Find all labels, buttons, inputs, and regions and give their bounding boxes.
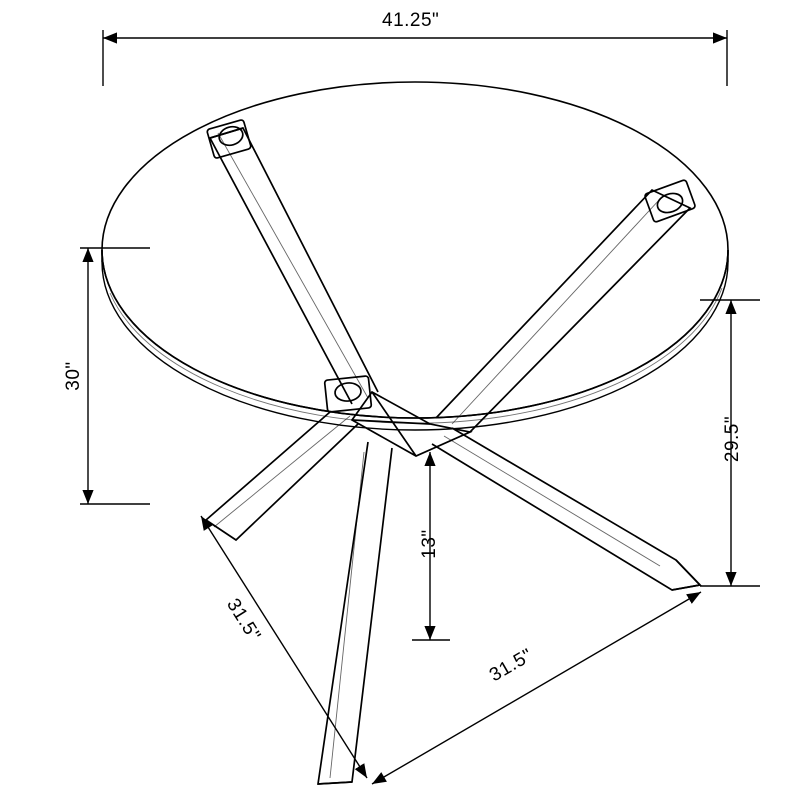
table-base-legs: [206, 119, 700, 784]
dimension-label-base-spread-right: 31.5": [486, 644, 537, 687]
dimension-label-base-spread-left: 31.5": [222, 595, 265, 646]
dimension-base-spread-left: [201, 516, 367, 778]
dimension-label-top-width: 41.25": [382, 10, 440, 31]
dimension-label-table-height: 30": [63, 361, 84, 391]
table-glass-top: [102, 82, 728, 430]
dimension-table-height: [80, 248, 150, 504]
dimension-top-width: [103, 30, 727, 86]
dimension-base-spread-right: [372, 592, 701, 784]
dimension-label-base-height: 29.5": [722, 415, 743, 463]
dimension-label-leg-clearance: 13": [419, 529, 440, 559]
